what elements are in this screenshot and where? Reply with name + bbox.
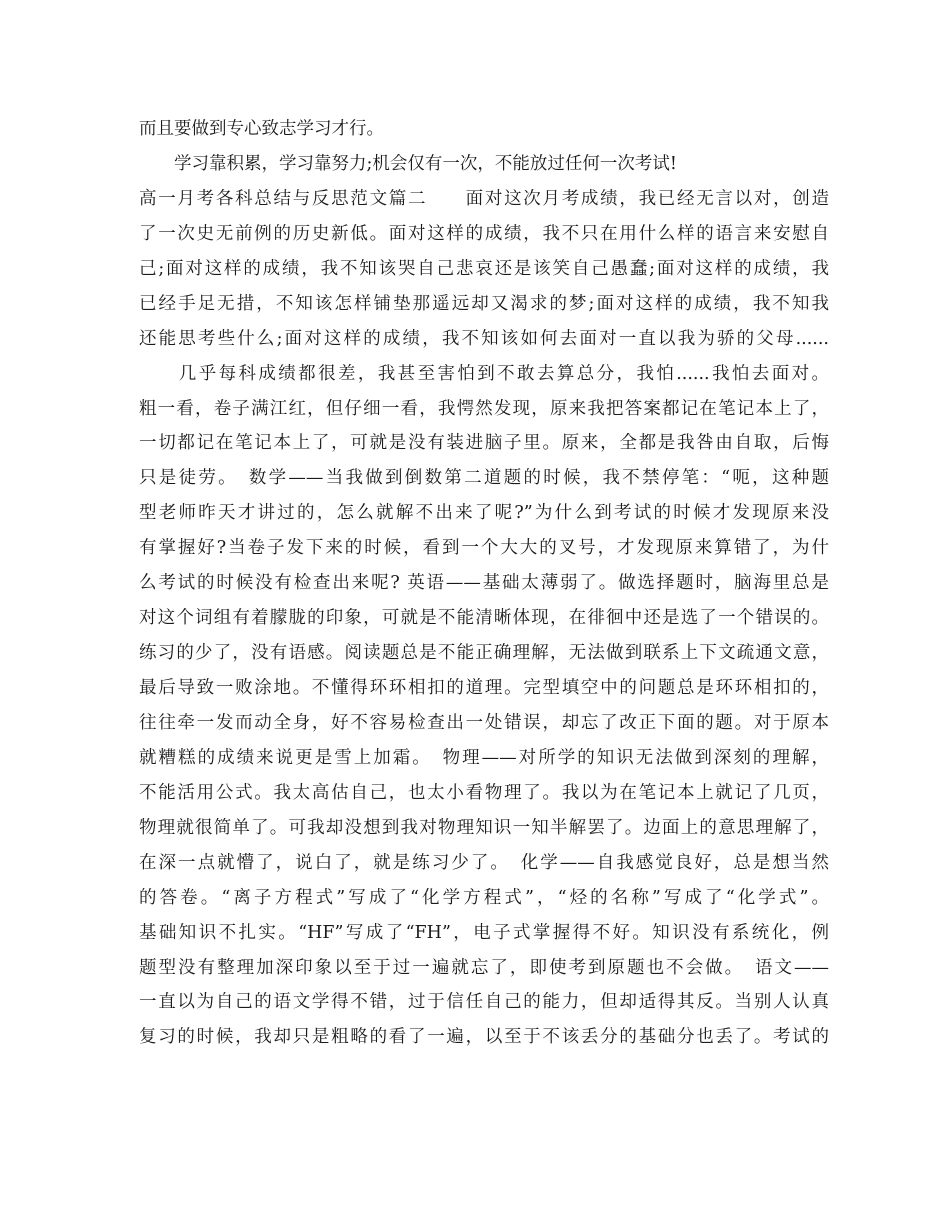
text-line: 而且要做到专心致志学习才行。	[139, 119, 384, 139]
text-line: 么考试的时候没有检查出来呢? 英语——基础太薄弱了。做选择题时，脑海里总是	[139, 573, 829, 594]
text-line: 就糟糕的成绩来说更是雪上加霜。 物理——对所学的知识无法做到深刻的理解，	[139, 747, 829, 768]
text-line: 题型没有整理加深印象以至于过一遍就忘了，即使考到原题也不会做。 语文——	[139, 957, 829, 978]
text-line: 还能思考些什么;面对这样的成绩，我不知该如何去面对一直以我为骄的父母......	[139, 328, 829, 349]
text-line: 对这个词组有着朦胧的印象，可就是不能清晰体现，在徘徊中还是选了一个错误的。	[139, 608, 829, 629]
text-line: 不能活用公式。我太高估自己，也太小看物理了。我以为在笔记本上就记了几页，	[139, 782, 829, 803]
text-line: 的答卷。“离子方程式”写成了“化学方程式”，“烃的名称”写成了“化学式”。	[139, 887, 829, 908]
text-line: 己;面对这样的成绩，我不知该哭自己悲哀还是该笑自己愚蠢;面对这样的成绩，我	[139, 258, 829, 279]
text-line: 高一月考各科总结与反思范文篇二 面对这次月考成绩，我已经无言以对，创造	[139, 188, 829, 209]
text-line: 已经手足无措，不知该怎样铺垫那遥远却又渴求的梦;面对这样的成绩，我不知我	[139, 293, 829, 314]
text-line: 练习的少了，没有语感。阅读题总是不能正确理解，无法做到联系上下文疏通文意，	[139, 643, 829, 664]
text-line: 有掌握好?当卷子发下来的时候，看到一个大大的叉号，才发现原来算错了，为什	[139, 538, 829, 559]
text-line: 了一次史无前例的历史新低。面对这样的成绩，我不只在用什么样的语言来安慰自	[139, 223, 829, 244]
text-line: 学习靠积累，学习靠努力;机会仅有一次，不能放过任何一次考试!	[139, 153, 677, 174]
text-line: 最后导致一败涂地。不懂得环环相扣的道理。完型填空中的问题总是环环相扣的，	[139, 678, 829, 698]
text-line: 只是徒劳。 数学——当我做到倒数第二道题的时候，我不禁停笔：“呃，这种题	[139, 468, 829, 489]
text-line: 基础知识不扎实。“HF”写成了“FH”，电子式掌握得不好。知识没有系统化，例	[139, 922, 829, 943]
text-line: 一切都记在笔记本上了，可就是没有装进脑子里。原来，全都是我咎由自取，后悔	[139, 433, 829, 454]
text-line: 粗一看，卷子满江红，但仔细一看，我愕然发现，原来我把答案都记在笔记本上了，	[139, 398, 829, 419]
text-line: 型老师昨天才讲过的，怎么就解不出来了呢?”为什么到考试的时候才发现原来没	[139, 503, 829, 524]
text-line: 一直以为自己的语文学得不错，过于信任自己的能力，但却适得其反。当别人认真	[139, 992, 829, 1013]
text-line: 物理就很简单了。可我却没想到我对物理知识一知半解罢了。边面上的意思理解了，	[139, 817, 829, 838]
text-line: 往往牵一发而动全身，好不容易检查出一处错误，却忘了改正下面的题。对于原本	[139, 712, 829, 733]
text-line: 几乎每科成绩都很差，我甚至害怕到不敢去算总分，我怕......我怕去面对。	[139, 363, 829, 384]
body-text	[139, 112, 829, 1055]
text-line: 在深一点就懵了，说白了，就是练习少了。 化学——自我感觉良好，总是想当然	[139, 852, 829, 873]
text-line: 复习的时候，我却只是粗略的看了一遍，以至于不该丢分的基础分也丢了。考试的	[139, 1027, 829, 1048]
